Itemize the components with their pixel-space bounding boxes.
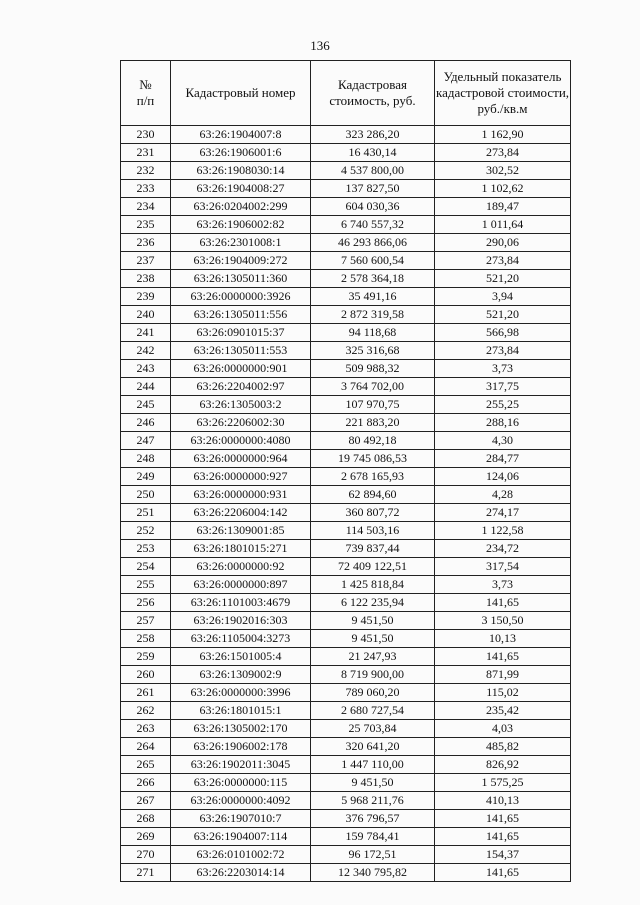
cell-cadastral-value: 320 641,20 bbox=[311, 738, 435, 756]
cell-specific-value: 4,28 bbox=[435, 486, 571, 504]
page-number: 136 bbox=[310, 38, 330, 53]
cell-cadastral-value: 604 030,36 bbox=[311, 198, 435, 216]
cell-row-number: 270 bbox=[121, 846, 171, 864]
cell-specific-value: 255,25 bbox=[435, 396, 571, 414]
cell-cadastral-number: 63:26:1305011:360 bbox=[171, 270, 311, 288]
table-row bbox=[121, 126, 571, 144]
cell-cadastral-number: 63:26:1906002:82 bbox=[171, 216, 311, 234]
header-cadastral-number: Кадастровый номер bbox=[171, 61, 311, 126]
table-row bbox=[121, 504, 571, 522]
cell-cadastral-number: 63:26:0000000:115 bbox=[171, 774, 311, 792]
table-row bbox=[121, 486, 571, 504]
cell-row-number: 245 bbox=[121, 396, 171, 414]
cell-specific-value: 290,06 bbox=[435, 234, 571, 252]
cell-cadastral-number: 63:26:0901015:37 bbox=[171, 324, 311, 342]
cell-row-number: 240 bbox=[121, 306, 171, 324]
table-row bbox=[121, 648, 571, 666]
table-row bbox=[121, 180, 571, 198]
cell-cadastral-value: 9 451,50 bbox=[311, 630, 435, 648]
cell-cadastral-number: 63:26:1902016:303 bbox=[171, 612, 311, 630]
cell-cadastral-number: 63:26:1904009:272 bbox=[171, 252, 311, 270]
table-row bbox=[121, 720, 571, 738]
cell-cadastral-number: 63:26:1105004:3273 bbox=[171, 630, 311, 648]
cell-cadastral-value: 96 172,51 bbox=[311, 846, 435, 864]
cell-row-number: 264 bbox=[121, 738, 171, 756]
cell-cadastral-number: 63:26:0000000:4092 bbox=[171, 792, 311, 810]
table-row bbox=[121, 360, 571, 378]
cell-specific-value: 302,52 bbox=[435, 162, 571, 180]
table-row bbox=[121, 252, 571, 270]
cell-cadastral-number: 63:26:1501005:4 bbox=[171, 648, 311, 666]
cell-specific-value: 826,92 bbox=[435, 756, 571, 774]
cell-row-number: 231 bbox=[121, 144, 171, 162]
cell-row-number: 253 bbox=[121, 540, 171, 558]
table-row bbox=[121, 378, 571, 396]
cell-row-number: 250 bbox=[121, 486, 171, 504]
cell-row-number: 241 bbox=[121, 324, 171, 342]
cell-cadastral-value: 1 425 818,84 bbox=[311, 576, 435, 594]
cell-cadastral-value: 114 503,16 bbox=[311, 522, 435, 540]
cell-cadastral-value: 376 796,57 bbox=[311, 810, 435, 828]
cell-specific-value: 3,94 bbox=[435, 288, 571, 306]
cell-cadastral-number: 63:26:0101002:72 bbox=[171, 846, 311, 864]
cell-cadastral-number: 63:26:1907010:7 bbox=[171, 810, 311, 828]
cell-cadastral-number: 63:26:1906001:6 bbox=[171, 144, 311, 162]
cell-cadastral-number: 63:26:1908030:14 bbox=[171, 162, 311, 180]
cell-row-number: 262 bbox=[121, 702, 171, 720]
cell-row-number: 263 bbox=[121, 720, 171, 738]
table-row bbox=[121, 288, 571, 306]
cell-cadastral-value: 360 807,72 bbox=[311, 504, 435, 522]
cell-specific-value: 317,54 bbox=[435, 558, 571, 576]
cell-cadastral-number: 63:26:0000000:4080 bbox=[171, 432, 311, 450]
table-header bbox=[121, 61, 571, 126]
table-row bbox=[121, 270, 571, 288]
cell-cadastral-value: 4 537 800,00 bbox=[311, 162, 435, 180]
table-row bbox=[121, 396, 571, 414]
cell-cadastral-value: 6 740 557,32 bbox=[311, 216, 435, 234]
cell-cadastral-number: 63:26:0000000:3926 bbox=[171, 288, 311, 306]
table-row bbox=[121, 216, 571, 234]
cell-cadastral-value: 159 784,41 bbox=[311, 828, 435, 846]
cell-cadastral-value: 509 988,32 bbox=[311, 360, 435, 378]
table-row bbox=[121, 414, 571, 432]
cell-row-number: 261 bbox=[121, 684, 171, 702]
cell-row-number: 232 bbox=[121, 162, 171, 180]
cell-cadastral-number: 63:26:1101003:4679 bbox=[171, 594, 311, 612]
cell-cadastral-number: 63:26:1305011:553 bbox=[171, 342, 311, 360]
cell-cadastral-value: 72 409 122,51 bbox=[311, 558, 435, 576]
cell-cadastral-value: 25 703,84 bbox=[311, 720, 435, 738]
cell-row-number: 249 bbox=[121, 468, 171, 486]
cell-cadastral-number: 63:26:0000000:901 bbox=[171, 360, 311, 378]
cell-row-number: 258 bbox=[121, 630, 171, 648]
cell-cadastral-value: 2 872 319,58 bbox=[311, 306, 435, 324]
cell-row-number: 257 bbox=[121, 612, 171, 630]
cell-specific-value: 317,75 bbox=[435, 378, 571, 396]
table-row bbox=[121, 594, 571, 612]
cell-specific-value: 154,37 bbox=[435, 846, 571, 864]
cell-specific-value: 410,13 bbox=[435, 792, 571, 810]
cell-cadastral-value: 323 286,20 bbox=[311, 126, 435, 144]
cell-cadastral-number: 63:26:2204002:97 bbox=[171, 378, 311, 396]
cell-cadastral-value: 8 719 900,00 bbox=[311, 666, 435, 684]
cell-cadastral-value: 16 430,14 bbox=[311, 144, 435, 162]
cell-cadastral-value: 80 492,18 bbox=[311, 432, 435, 450]
cell-specific-value: 141,65 bbox=[435, 810, 571, 828]
cell-cadastral-number: 63:26:0000000:931 bbox=[171, 486, 311, 504]
cell-cadastral-value: 107 970,75 bbox=[311, 396, 435, 414]
table-row bbox=[121, 342, 571, 360]
cell-row-number: 251 bbox=[121, 504, 171, 522]
table-row bbox=[121, 450, 571, 468]
cell-specific-value: 521,20 bbox=[435, 306, 571, 324]
cell-specific-value: 288,16 bbox=[435, 414, 571, 432]
header-cadastral-value: Кадастровая стоимость, руб. bbox=[311, 61, 435, 126]
cell-row-number: 268 bbox=[121, 810, 171, 828]
cell-cadastral-value: 2 678 165,93 bbox=[311, 468, 435, 486]
table-row bbox=[121, 846, 571, 864]
cell-cadastral-number: 63:26:1902011:3045 bbox=[171, 756, 311, 774]
table-row bbox=[121, 666, 571, 684]
cell-specific-value: 273,84 bbox=[435, 144, 571, 162]
cell-row-number: 266 bbox=[121, 774, 171, 792]
cell-cadastral-value: 35 491,16 bbox=[311, 288, 435, 306]
cell-row-number: 267 bbox=[121, 792, 171, 810]
cell-specific-value: 521,20 bbox=[435, 270, 571, 288]
cell-cadastral-value: 5 968 211,76 bbox=[311, 792, 435, 810]
cell-specific-value: 4,03 bbox=[435, 720, 571, 738]
cell-cadastral-value: 46 293 866,06 bbox=[311, 234, 435, 252]
cell-specific-value: 115,02 bbox=[435, 684, 571, 702]
cell-cadastral-number: 63:26:1801015:1 bbox=[171, 702, 311, 720]
cell-cadastral-number: 63:26:1904008:27 bbox=[171, 180, 311, 198]
cell-row-number: 246 bbox=[121, 414, 171, 432]
cell-cadastral-number: 63:26:0204002:299 bbox=[171, 198, 311, 216]
header-specific-value: Удельный показатель кадастровой стоимости, руб./кв.м bbox=[435, 61, 571, 126]
cell-row-number: 233 bbox=[121, 180, 171, 198]
cell-row-number: 259 bbox=[121, 648, 171, 666]
table-row bbox=[121, 144, 571, 162]
cell-cadastral-number: 63:26:1305002:170 bbox=[171, 720, 311, 738]
cell-cadastral-value: 137 827,50 bbox=[311, 180, 435, 198]
cell-cadastral-value: 3 764 702,00 bbox=[311, 378, 435, 396]
cell-cadastral-number: 63:26:0000000:3996 bbox=[171, 684, 311, 702]
cell-row-number: 239 bbox=[121, 288, 171, 306]
table-row bbox=[121, 468, 571, 486]
cell-cadastral-number: 63:26:2301008:1 bbox=[171, 234, 311, 252]
cell-cadastral-value: 2 680 727,54 bbox=[311, 702, 435, 720]
cell-cadastral-number: 63:26:1904007:8 bbox=[171, 126, 311, 144]
cell-cadastral-value: 2 578 364,18 bbox=[311, 270, 435, 288]
cell-cadastral-number: 63:26:0000000:897 bbox=[171, 576, 311, 594]
cell-row-number: 234 bbox=[121, 198, 171, 216]
cell-specific-value: 141,65 bbox=[435, 594, 571, 612]
cell-specific-value: 1 162,90 bbox=[435, 126, 571, 144]
cell-specific-value: 4,30 bbox=[435, 432, 571, 450]
cell-cadastral-value: 739 837,44 bbox=[311, 540, 435, 558]
cell-row-number: 247 bbox=[121, 432, 171, 450]
cell-specific-value: 3,73 bbox=[435, 576, 571, 594]
cell-cadastral-value: 94 118,68 bbox=[311, 324, 435, 342]
cell-cadastral-number: 63:26:1309002:9 bbox=[171, 666, 311, 684]
table-row bbox=[121, 612, 571, 630]
cell-row-number: 255 bbox=[121, 576, 171, 594]
header-row-number: № п/п bbox=[121, 61, 171, 126]
table-row bbox=[121, 684, 571, 702]
cell-row-number: 260 bbox=[121, 666, 171, 684]
cell-specific-value: 141,65 bbox=[435, 864, 571, 882]
cell-specific-value: 141,65 bbox=[435, 828, 571, 846]
cell-row-number: 235 bbox=[121, 216, 171, 234]
cell-row-number: 248 bbox=[121, 450, 171, 468]
cell-cadastral-number: 63:26:1305003:2 bbox=[171, 396, 311, 414]
cell-specific-value: 284,77 bbox=[435, 450, 571, 468]
cell-specific-value: 141,65 bbox=[435, 648, 571, 666]
cell-specific-value: 124,06 bbox=[435, 468, 571, 486]
table-row bbox=[121, 432, 571, 450]
cell-cadastral-number: 63:26:1904007:114 bbox=[171, 828, 311, 846]
table-row bbox=[121, 558, 571, 576]
cell-cadastral-value: 62 894,60 bbox=[311, 486, 435, 504]
cell-cadastral-value: 7 560 600,54 bbox=[311, 252, 435, 270]
cell-row-number: 237 bbox=[121, 252, 171, 270]
cell-cadastral-value: 789 060,20 bbox=[311, 684, 435, 702]
cell-cadastral-number: 63:26:0000000:964 bbox=[171, 450, 311, 468]
cell-row-number: 230 bbox=[121, 126, 171, 144]
cell-cadastral-number: 63:26:2203014:14 bbox=[171, 864, 311, 882]
cell-cadastral-value: 19 745 086,53 bbox=[311, 450, 435, 468]
cell-specific-value: 273,84 bbox=[435, 252, 571, 270]
cell-row-number: 236 bbox=[121, 234, 171, 252]
cell-cadastral-number: 63:26:1305011:556 bbox=[171, 306, 311, 324]
cell-cadastral-value: 325 316,68 bbox=[311, 342, 435, 360]
table-row bbox=[121, 702, 571, 720]
cell-cadastral-value: 12 340 795,82 bbox=[311, 864, 435, 882]
cell-specific-value: 1 011,64 bbox=[435, 216, 571, 234]
cell-cadastral-number: 63:26:2206002:30 bbox=[171, 414, 311, 432]
table-row bbox=[121, 756, 571, 774]
cell-specific-value: 10,13 bbox=[435, 630, 571, 648]
table-row bbox=[121, 540, 571, 558]
table-row bbox=[121, 774, 571, 792]
table-row bbox=[121, 522, 571, 540]
cell-specific-value: 235,42 bbox=[435, 702, 571, 720]
cell-row-number: 256 bbox=[121, 594, 171, 612]
cell-cadastral-number: 63:26:2206004:142 bbox=[171, 504, 311, 522]
cell-specific-value: 3 150,50 bbox=[435, 612, 571, 630]
cell-row-number: 244 bbox=[121, 378, 171, 396]
table-row bbox=[121, 306, 571, 324]
cell-cadastral-value: 221 883,20 bbox=[311, 414, 435, 432]
cell-specific-value: 189,47 bbox=[435, 198, 571, 216]
cell-cadastral-value: 9 451,50 bbox=[311, 612, 435, 630]
cell-specific-value: 566,98 bbox=[435, 324, 571, 342]
table-row bbox=[121, 324, 571, 342]
table-row bbox=[121, 162, 571, 180]
cell-row-number: 243 bbox=[121, 360, 171, 378]
cell-row-number: 238 bbox=[121, 270, 171, 288]
table-row bbox=[121, 234, 571, 252]
table-row bbox=[121, 864, 571, 882]
cell-row-number: 254 bbox=[121, 558, 171, 576]
cell-specific-value: 274,17 bbox=[435, 504, 571, 522]
cell-row-number: 242 bbox=[121, 342, 171, 360]
cell-specific-value: 1 575,25 bbox=[435, 774, 571, 792]
cell-specific-value: 1 122,58 bbox=[435, 522, 571, 540]
table-body bbox=[121, 126, 571, 882]
table-row bbox=[121, 198, 571, 216]
cell-cadastral-value: 1 447 110,00 bbox=[311, 756, 435, 774]
table-row bbox=[121, 828, 571, 846]
table-row bbox=[121, 810, 571, 828]
cell-specific-value: 1 102,62 bbox=[435, 180, 571, 198]
cell-row-number: 252 bbox=[121, 522, 171, 540]
cell-specific-value: 871,99 bbox=[435, 666, 571, 684]
cell-specific-value: 3,73 bbox=[435, 360, 571, 378]
header-row bbox=[121, 61, 571, 126]
cell-row-number: 271 bbox=[121, 864, 171, 882]
cell-cadastral-value: 21 247,93 bbox=[311, 648, 435, 666]
cell-row-number: 269 bbox=[121, 828, 171, 846]
cadastral-table bbox=[120, 60, 571, 882]
cell-cadastral-number: 63:26:1906002:178 bbox=[171, 738, 311, 756]
cell-cadastral-number: 63:26:0000000:927 bbox=[171, 468, 311, 486]
table-row bbox=[121, 630, 571, 648]
cell-specific-value: 485,82 bbox=[435, 738, 571, 756]
cell-cadastral-number: 63:26:0000000:92 bbox=[171, 558, 311, 576]
table-row bbox=[121, 792, 571, 810]
cell-cadastral-number: 63:26:1801015:271 bbox=[171, 540, 311, 558]
cell-cadastral-value: 9 451,50 bbox=[311, 774, 435, 792]
cell-cadastral-value: 6 122 235,94 bbox=[311, 594, 435, 612]
cell-row-number: 265 bbox=[121, 756, 171, 774]
cell-cadastral-number: 63:26:1309001:85 bbox=[171, 522, 311, 540]
table-row bbox=[121, 738, 571, 756]
cell-specific-value: 234,72 bbox=[435, 540, 571, 558]
table-row bbox=[121, 576, 571, 594]
cell-specific-value: 273,84 bbox=[435, 342, 571, 360]
